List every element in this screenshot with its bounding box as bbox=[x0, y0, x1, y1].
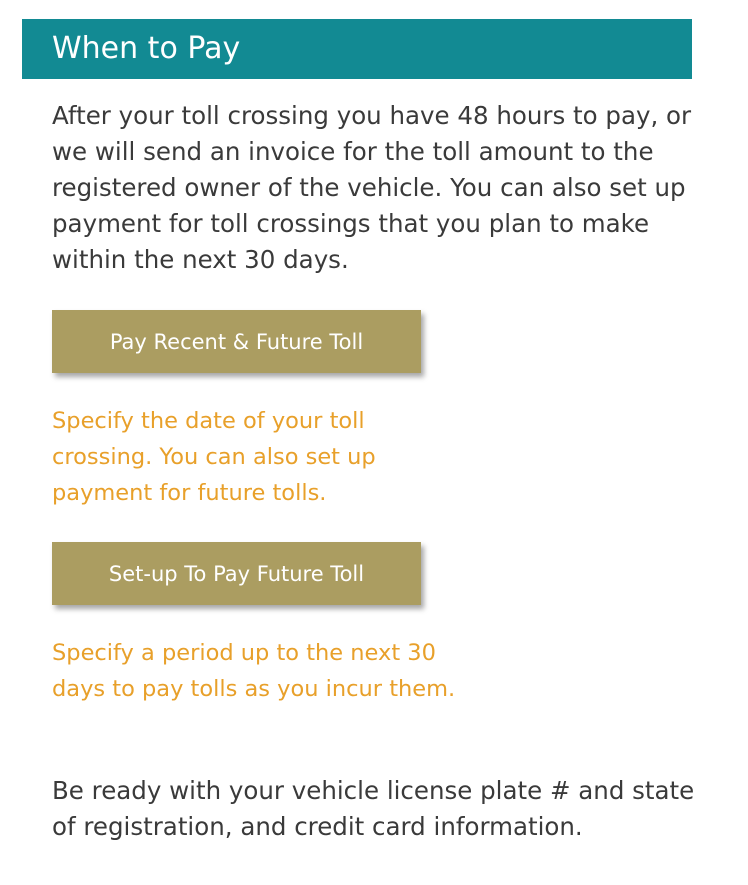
pay-recent-description: Specify the date of your toll crossing. You can also set up payment for future tolls. bbox=[52, 408, 376, 506]
setup-future-toll-button[interactable]: Set-up To Pay Future Toll bbox=[52, 542, 421, 605]
pay-recent-future-toll-button[interactable]: Pay Recent & Future Toll bbox=[52, 310, 421, 373]
requirements-paragraph: Be ready with your vehicle license plate # and state of registration, and credit card information. bbox=[52, 776, 695, 841]
intro-paragraph: After your toll crossing you have 48 hours to pay, or we will send an invoice for the toll amount to the registered owner of the vehicle. You can also set up payment for toll crossings that you plan to make within the next 30 days. bbox=[52, 101, 692, 274]
section-title: When to Pay bbox=[52, 31, 241, 66]
setup-future-description: Specify a period up to the next 30 days to pay tolls as you incur them. bbox=[52, 640, 456, 702]
section-header bbox=[22, 19, 692, 79]
